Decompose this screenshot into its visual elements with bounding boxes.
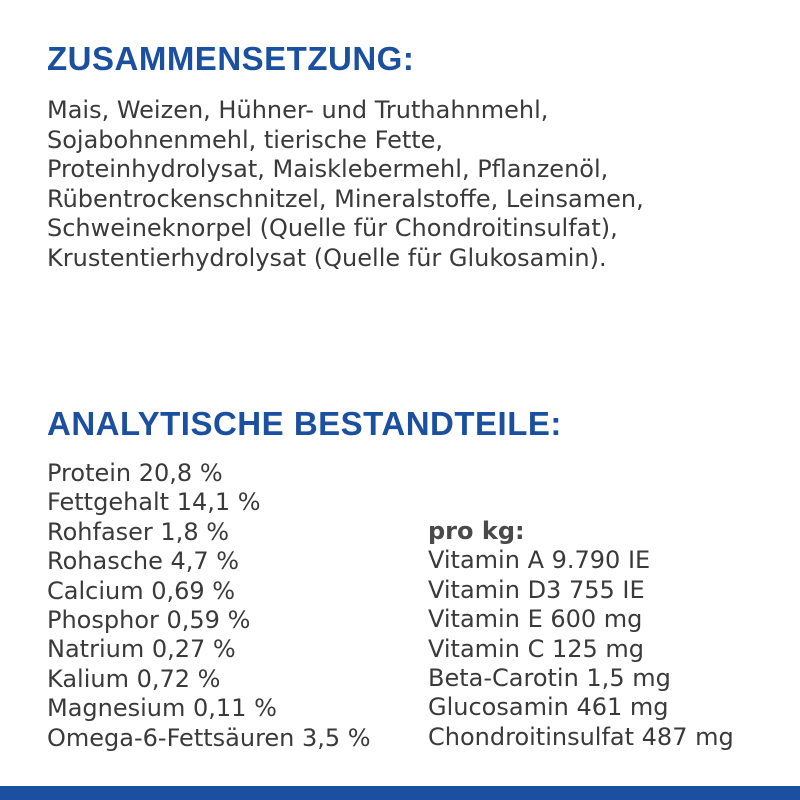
analysis-item: Calcium 0,69 % [47,576,236,605]
analysis-item: Protein 20,8 % [47,459,223,487]
composition-line: Krustentierhydrolysat (Quelle für Glukosamin). [47,243,607,272]
composition-title: ZUSAMMENSETZUNG: [47,40,415,77]
analysis-percent-list [47,459,371,753]
bottom-accent-bar [0,786,800,800]
vitamin-item: Beta-Carotin 1,5 mg [428,664,671,693]
composition-line: Proteinhydrolysat, Maisklebermehl, Pflanzenöl, [47,155,609,183]
analysis-title: ANALYTISCHE BESTANDTEILE: [47,405,562,442]
analysis-item: Phosphor 0,59 % [47,606,251,635]
vitamin-list [428,517,734,752]
vitamin-item: Vitamin A 9.790 IE [428,546,651,575]
analysis-item: Fettgehalt 14,1 % [47,488,261,517]
per-kg-label: pro kg: [428,517,525,545]
composition-line: Mais, Weizen, Hühner- und Truthahnmehl, [47,96,549,124]
vitamin-item: Glucosamin 461 mg [428,693,669,722]
composition-text [47,96,787,273]
analysis-item: Magnesium 0,11 % [47,694,277,723]
vitamin-item: Vitamin D3 755 IE [428,575,645,604]
vitamin-item: Chondroitinsulfat 487 mg [428,722,734,751]
analysis-item: Rohfaser 1,8 % [47,517,230,546]
analysis-item: Natrium 0,27 % [47,635,236,664]
vitamin-item: Vitamin E 600 mg [428,605,643,634]
analysis-item: Omega-6-Fettsäuren 3,5 % [47,723,371,752]
vitamin-item: Vitamin C 125 mg [428,634,644,663]
analysis-item: Rohasche 4,7 % [47,547,240,576]
composition-line: Sojabohnenmehl, tierische Fette, [47,125,444,154]
analysis-item: Kalium 0,72 % [47,664,221,693]
composition-line: Rübentrockenschnitzel, Mineralstoffe, Leinsamen, [47,184,644,213]
composition-line: Schweineknorpel (Quelle für Chondroitinsulfat), [47,214,618,242]
